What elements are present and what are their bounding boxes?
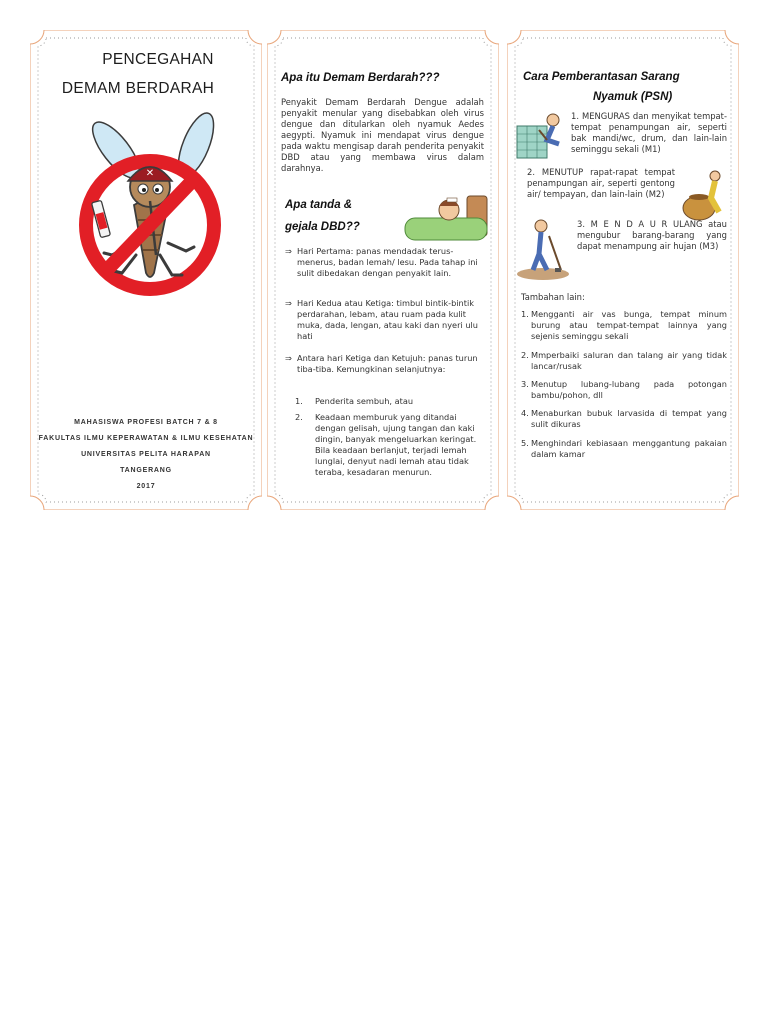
no-mosquito-illustration xyxy=(64,105,234,305)
covering-jar-illustration xyxy=(679,168,731,222)
symptom-item: ⇒ Hari Pertama: panas mendadak terus-menerus, badan lemah/ lesu. Pada tahap ini sulit dibedakan dengan penyakit lain. xyxy=(285,246,478,278)
psn-step-2: 2. MENUTUP rapat-rapat tempat penampungan air, seperti gentong air/ tempayan, dan lain-lain (M2) xyxy=(527,167,675,199)
svg-text:✕: ✕ xyxy=(145,168,155,179)
symptoms-heading-line2: gejala DBD?? xyxy=(285,221,360,233)
extra-item: 4. Menaburkan bubuk larvasida di tempat yang sulit dikuras xyxy=(521,408,727,429)
credit-line: UNIVERSITAS PELITA HARAPAN xyxy=(81,451,211,458)
symptoms-heading-line1: Apa tanda & xyxy=(285,199,353,211)
cover-title-line2: DEMAM BERDARAH xyxy=(61,80,215,97)
extra-heading: Tambahan lain: xyxy=(521,292,585,302)
psn-step-1: 1. MENGURAS dan menyikat tempat-tempat penampungan air, seperti bak mandi/wc, drum, dan lain-lain seminggu sekali (M1) xyxy=(571,111,727,154)
credit-line: 2017 xyxy=(136,483,156,490)
psn-panel xyxy=(507,30,739,510)
scrubbing-tub-illustration xyxy=(513,110,569,162)
credit-line: FAKULTAS ILMU KEPERAWATAN & ILMU KESEHATAN xyxy=(38,435,254,442)
symptom-item: ⇒ Antara hari Ketiga dan Ketujuh: panas turun tiba-tiba. Kemungkinan selanjutnya: xyxy=(285,353,478,374)
cover-panel xyxy=(30,30,262,510)
about-body: Penyakit Demam Berdarah Dengue adalah penyakit menular yang disebabkan oleh virus dengue dan ditularkan oleh nyamuk Aedes aegypti. Nyamuk ini mendapat virus dengue pada waktu mengisap darah penderita penyakit DBD atau yang membawa virus dalam darahnya. xyxy=(281,97,484,173)
sick-child-illustration xyxy=(403,190,491,246)
extra-item: 2. Mmperbaiki saluran dan talang air yang tidak lancar/rusak xyxy=(521,350,727,371)
info-panel xyxy=(267,30,499,510)
about-heading: Apa itu Demam Berdarah??? xyxy=(281,72,440,84)
arrow-icon: ⇒ xyxy=(285,298,292,308)
extra-item: 3. Menutup lubang-lubang pada potongan bambu/pohon, dll xyxy=(521,379,727,400)
outcome-item: 1. Penderita sembuh, atau xyxy=(295,396,414,406)
extra-item: 1. Mengganti air vas bunga, tempat minum burung atau tempat-tempat lainnya yang sejenis seminggu sekali xyxy=(521,309,727,341)
credit-line: MAHASISWA PROFESI BATCH 7 & 8 xyxy=(74,419,218,426)
outcome-item: 2. Keadaan memburuk yang ditandai dengan gelisah, ujung tangan dan kaki dingin, banyak mengeluarkan keringat. Bila keadaan berlanjut, terjadi lemah lunglai, denyut nadi lemah atau tidak teraba, kesadaran menurun. xyxy=(295,412,477,477)
psn-step-3: 3. M E N D A U R ULANG atau mengubur barang-barang yang dapat menampung air hujan (M3) xyxy=(577,219,727,251)
credit-line: TANGERANG xyxy=(120,467,172,474)
arrow-icon: ⇒ xyxy=(285,246,292,256)
cover-title-line1: PENCEGAHAN xyxy=(102,51,214,68)
burying-items-illustration xyxy=(515,218,573,282)
arrow-icon: ⇒ xyxy=(285,353,292,363)
psn-heading-line2: Nyamuk (PSN) xyxy=(593,91,673,103)
cover-credits xyxy=(30,415,262,495)
psn-heading-line1: Cara Pemberantasan Sarang xyxy=(523,71,680,83)
symptom-item: ⇒ Hari Kedua atau Ketiga: timbul bintik-bintik perdarahan, lebam, atau ruam pada kulit muka, dada, lengan, atau kaki dan nyeri ulu hati xyxy=(285,298,478,341)
extra-item: 5. Menghindari kebiasaan menggantung pakaian dalam kamar xyxy=(521,438,727,459)
